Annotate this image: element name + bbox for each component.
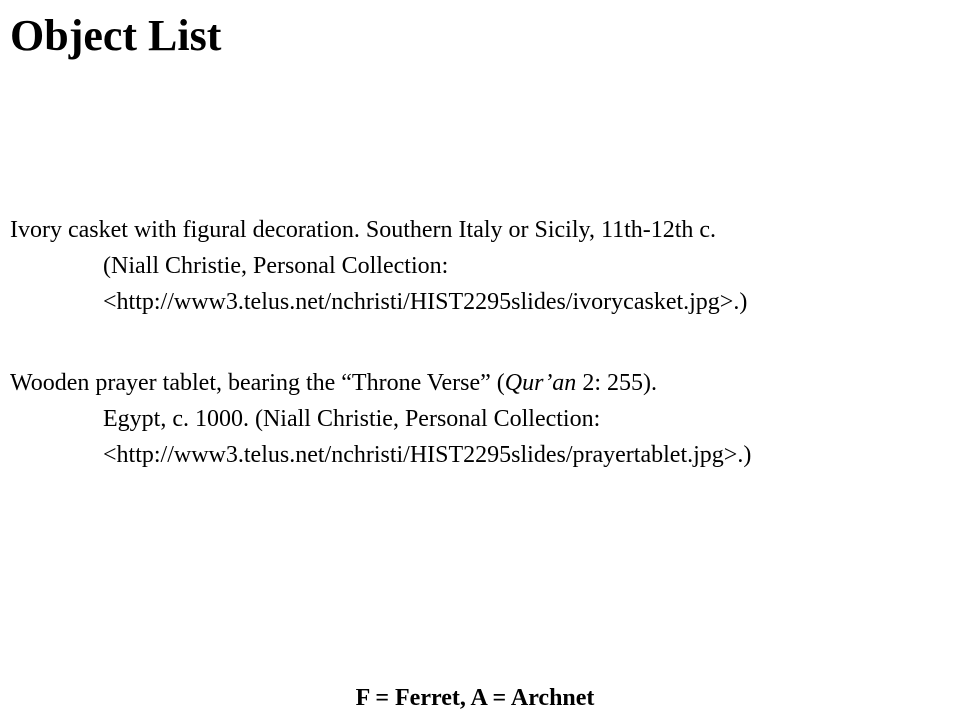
entry-description [10, 365, 751, 401]
slide-title: Object List [10, 11, 222, 60]
entry-description: Ivory casket with figural decoration. Southern Italy or Sicily, 11th-12th c. [10, 217, 717, 243]
entry-description-italic: Qur’an [504, 370, 577, 396]
entry-description-text: Wooden prayer tablet, bearing the “Throne Verse” ( [10, 370, 505, 396]
object-entry-ivory-casket [10, 212, 747, 320]
entry-description-text-end: 2: 255). [576, 370, 657, 396]
entry-url: <http://www3.telus.net/nchristi/HIST2295slides/ivorycasket.jpg>.) [103, 289, 748, 315]
object-entry-prayer-tablet [10, 365, 751, 473]
entry-source: (Niall Christie, Personal Collection: [103, 253, 449, 279]
footer-legend-text: F = Ferret, A = Archnet [355, 685, 595, 711]
entry-source: Egypt, c. 1000. (Niall Christie, Personal Collection: [103, 406, 601, 432]
entry-url: <http://www3.telus.net/nchristi/HIST2295slides/prayertablet.jpg>.) [103, 442, 752, 468]
footer-legend [0, 682, 960, 714]
